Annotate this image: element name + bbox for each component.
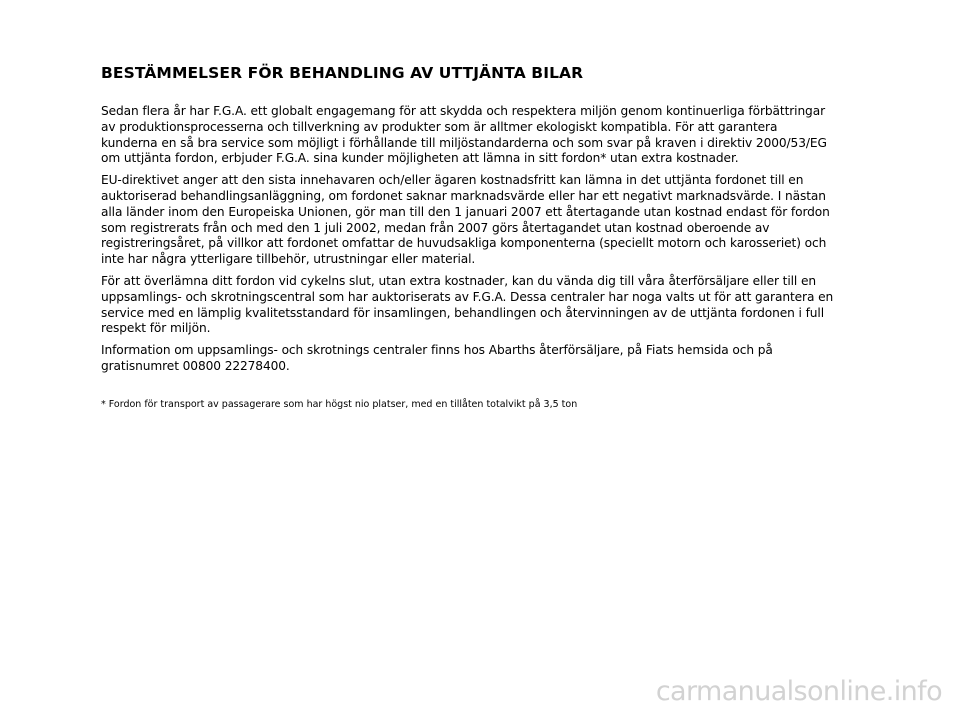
paragraph-3: För att överlämna ditt fordon vid cykelns slut, utan extra kostnader, kan du vända dig till våra återförsäljare eller till en uppsamlings- och skrotningscentral som har auktoriserats av F.G.A. Dessa centraler har noga valts ut för att garantera en service med en lämplig kvalitetsstandard för insamlingen, behandlingen och återvinningen av de uttjänta fordonen i full respekt för miljön. — [101, 273, 834, 336]
page-title: BESTÄMMELSER FÖR BEHANDLING AV UTTJÄNTA BILAR — [101, 64, 584, 82]
footnote: * Fordon för transport av passagerare som har högst nio platser, med en tillåten totalvikt på 3,5 ton — [101, 398, 578, 410]
paragraph-4: Information om uppsamlings- och skrotnings centraler finns hos Abarths återförsäljare, på Fiats hemsida och på gratisnumret 00800 22278400. — [101, 343, 773, 373]
document-page — [101, 62, 836, 411]
paragraph-2: EU-direktivet anger att den sista innehavaren och/eller ägaren kostnadsfritt kan lämna in det uttjänta fordonet till en auktoriserad behandlingsanläggning, om fordonet saknar marknadsvärde eller har ett negativt marknadsvärde. I nästan alla länder inom den Europeiska Unionen, gör man till den 1 januari 2007 ett återtagande utan kostnad endast för fordon som registrerats från och med den 1 juli 2002, medan från 2007 görs återtagandet utan kostnad oberoende av registreringsåret, på villkor att fordonet omfattar de huvudsakliga komponenterna (speciellt motorn och karosseriet) och inte har några ytterligare tillbehör, utrustningar eller material. — [101, 173, 830, 267]
paragraph-1: Sedan flera år har F.G.A. ett globalt engagemang för att skydda och respektera miljön genom kontinuerliga förbättringar av produktionsprocesserna och tillverkning av produkter som är alltmer ekologiskt kompatibla. För att garantera kunderna en så bra service som möjligt i förhållande till miljöstandarderna och som svar på kraven i direktiv 2000/53/EG om uttjänta fordon, erbjuder F.G.A. sina kunder möjligheten att lämna in sitt fordon* utan extra kostnader. — [101, 104, 827, 166]
watermark: carmanualsonline.info — [655, 676, 942, 707]
